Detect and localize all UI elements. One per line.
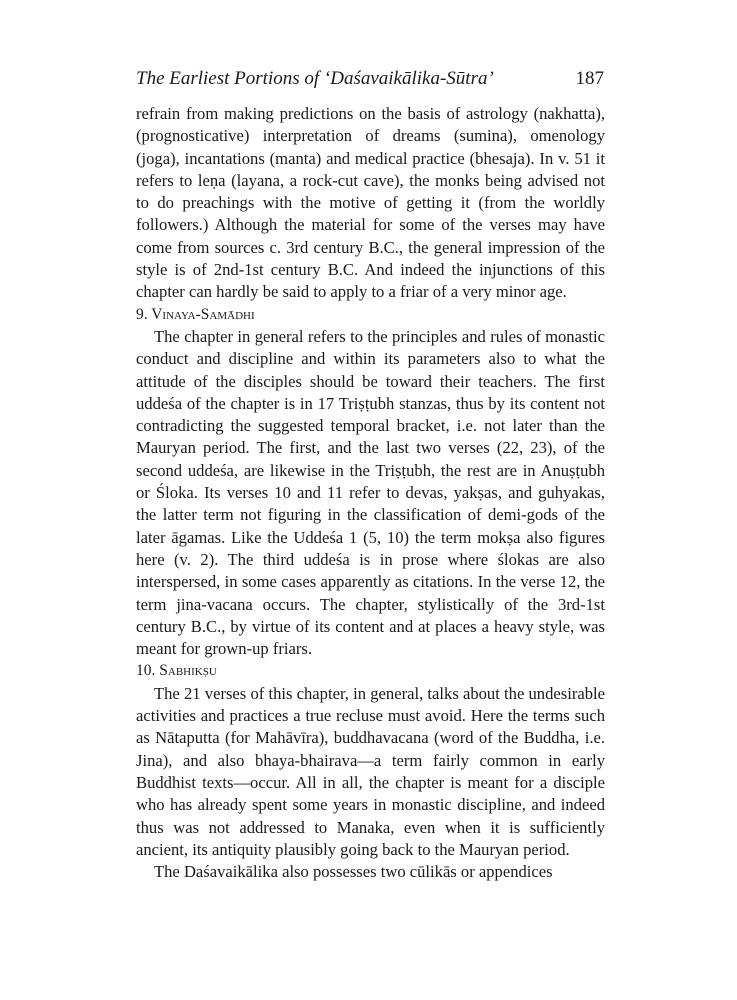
section-heading-vinaya-samadhi: 9. Vinaya-Samādhi bbox=[136, 305, 255, 323]
paragraph-vinaya-samadhi: The chapter in general refers to the principles and rules of monastic conduct and discipline and within its parameters also to what the attitude of the disciples should be toward their teachers. The first uddeśa of the chapter is in 17 Triṣṭubh stanzas, thus by its content not contradicting the suggested temporal bracket, i.e. not later than the Mauryan period. The first, and the last two verses (22, 23), of the second uddeśa, are likewise in the Triṣṭubh, the rest are in Anuṣṭubh or Śloka. Its verses 10 and 11 refer to devas, yakṣas, and guhyakas, the latter term not figuring in the classification of demi-gods of the later āgamas. Like the Uddeśa 1 (5, 10) the term mokṣa also figures here (v. 2). The third uddeśa is in prose where ślokas are also interspersed, in some cases apparently as citations. In the verse 12, the term jina-vacana occurs. The chapter, stylistically of the 3rd-1st century B.C., by virtue of its content and at places a heavy style, was meant for grown-up friars. bbox=[136, 326, 605, 659]
running-title: The Earliest Portions of ‘Daśavaikālika-Sūtra’ bbox=[136, 68, 494, 89]
paragraph-culikas: The Daśavaikālika also possesses two cūlikās or appendices bbox=[154, 862, 553, 882]
paragraph-sabhiksu: The 21 verses of this chapter, in general, talks about the undesirable activities and practices a true recluse must avoid. Here the terms such as Nātaputta (for Mahāvīra), buddhavacana (word of the Buddha, i.e. Jina), and also bhaya-bhairava—a term fairly common in early Buddhist texts—occur. All in all, the chapter is meant for a disciple who has already spent some years in monastic discipline, and indeed thus was not addressed to Manaka, even when it is sufficiently ancient, its antiquity plausibly going back to the Mauryan period. bbox=[136, 683, 605, 859]
running-header bbox=[136, 68, 604, 90]
paragraph-astrology: refrain from making predictions on the basis of astrology (nakhatta), (prognosticative) interpretation of dreams (sumina), omenology (joga), incantations (manta) and medical practice (bhesaja). In v. 51 it refers to leṇa (layana, a rock-cut cave), the monks being advised not to do preachings with the motive of getting it (from the worldly followers.) Although the material for some of the verses may have come from sources c. 3rd century B.C., the general impression of the style is of 2nd-1st century B.C. And indeed the injunctions of this chapter can hardly be said to apply to a friar of a very minor age. bbox=[136, 104, 605, 302]
body-text bbox=[136, 103, 605, 883]
page-number: 187 bbox=[575, 68, 604, 89]
section-heading-sabhiksu: 10. Sabhikṣu bbox=[136, 662, 217, 680]
